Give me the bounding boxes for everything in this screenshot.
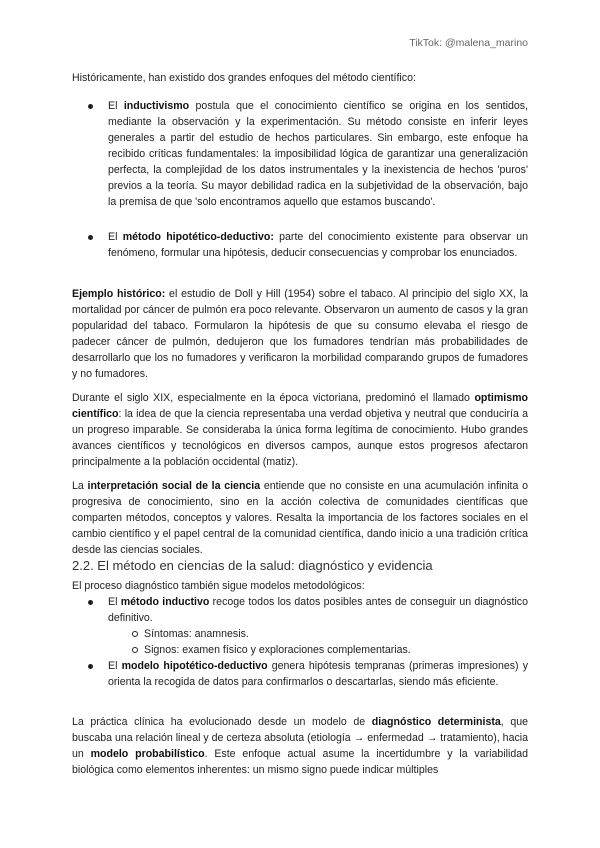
header-watermark: TikTok: @malena_marino xyxy=(409,37,528,49)
bullet-icon xyxy=(88,600,93,605)
section-heading: 2.2. El método en ciencias de la salud: diagnóstico y evidencia xyxy=(72,558,433,573)
bullet-icon xyxy=(88,664,93,669)
sub-bullet-text: Signos: examen físico y exploraciones complementarias. xyxy=(144,644,411,656)
optimism-paragraph: Durante el siglo XIX, especialmente en la época victoriana, predominó el llamado optimismo científico: la idea de que la ciencia representaba una verdad objetiva y neutral que conduciría a un progreso imparable. Se consideraba la única forma legítima de conocimiento. Hubo grandes avances científicos y tecnológicos en diversos campos, aunque estos progresos afectaron principalmente a la población occidental (matiz). xyxy=(72,392,528,468)
intro-paragraph: Históricamente, han existido dos grandes enfoques del método científico: xyxy=(72,72,416,84)
practice-paragraph: La práctica clínica ha evolucionado desde un modelo de diagnóstico determinista, que buscaba una relación lineal y de certeza absoluta (etiología → enfermedad → tratamiento), hacia un modelo probabilístico. Este enfoque actual asume la incertidumbre y la variabilidad biológica como elementos inherentes: un mismo signo puede indicar múltiples xyxy=(72,716,529,776)
social-paragraph: La interpretación social de la ciencia entiende que no consiste en una acumulación infinita o progresiva de conocimiento, sino en la acción colectiva de comunidades científicas que comparten métodos, conceptos y valores. Resalta la importancia de los factores sociales en el cambio científico y el papel central de la comunidad científica, dando inicio a una tradición crítica desde las ciencias sociales. xyxy=(72,480,528,556)
bullet-metodo-inductivo xyxy=(72,594,528,626)
bullet-text: El método hipotético-deductivo: parte del conocimiento existente para observar un fenómeno, formular una hipótesis, deducir consecuencias y comprobar los enunciados. xyxy=(108,231,528,259)
sub-bullet-signos xyxy=(72,642,528,658)
diagnostic-intro: El proceso diagnóstico también sigue modelos metodológicos: xyxy=(72,580,365,592)
sub-bullet-sintomas xyxy=(72,626,528,642)
example-paragraph: Ejemplo histórico: el estudio de Doll y Hill (1954) sobre el tabaco. Al principio del siglo XX, la mortalidad por cáncer de pulmón era poco relevante. Observaron un aumento de casos y la gran popularidad del tabaco. Formularon la hipótesis de que su consumo elevaba el riesgo de padecer cáncer de pulmón, dedujeron que los fumadores tendrían más probabilidades de desarrollarlo que los no fumadores y verificaron la morbilidad comparando grupos de fumadores y no fumadores. xyxy=(72,288,528,380)
bullet-modelo-hipotetico xyxy=(72,658,528,690)
bullet-text: El método inductivo recoge todos los datos posibles antes de conseguir un diagnóstico definitivo. xyxy=(108,596,528,624)
bullet-text: El inductivismo postula que el conocimiento científico se origina en los sentidos, mediante la observación y la experimentación. Su método consiste en inferir leyes generales a partir del estudio de hechos particulares. Sin embargo, este enfoque ha recibido críticas fundamentales: la imposibilidad lógica de garantizar una generalización perfecta, la complejidad de los datos instrumentales y la inexistencia de hechos 'puros' previos a la teoría. Su mayor debilidad radica en la subjetividad de la observación, bajo la premisa de que 'solo encontramos aquello que estamos buscando'. xyxy=(108,100,528,208)
bullet-text: El modelo hipotético-deductivo genera hipótesis tempranas (primeras impresiones) y orienta la recogida de datos para confirmarlos o descartarlas, siendo más eficiente. xyxy=(108,660,528,688)
bullet-hipotetico-deductivo xyxy=(72,229,528,261)
bullet-icon xyxy=(88,235,93,240)
bullet-icon xyxy=(88,104,93,109)
bullet-inductivismo xyxy=(72,98,528,210)
sub-bullet-icon xyxy=(132,631,138,637)
sub-bullet-text: Síntomas: anamnesis. xyxy=(144,628,249,640)
sub-bullet-icon xyxy=(132,647,138,653)
